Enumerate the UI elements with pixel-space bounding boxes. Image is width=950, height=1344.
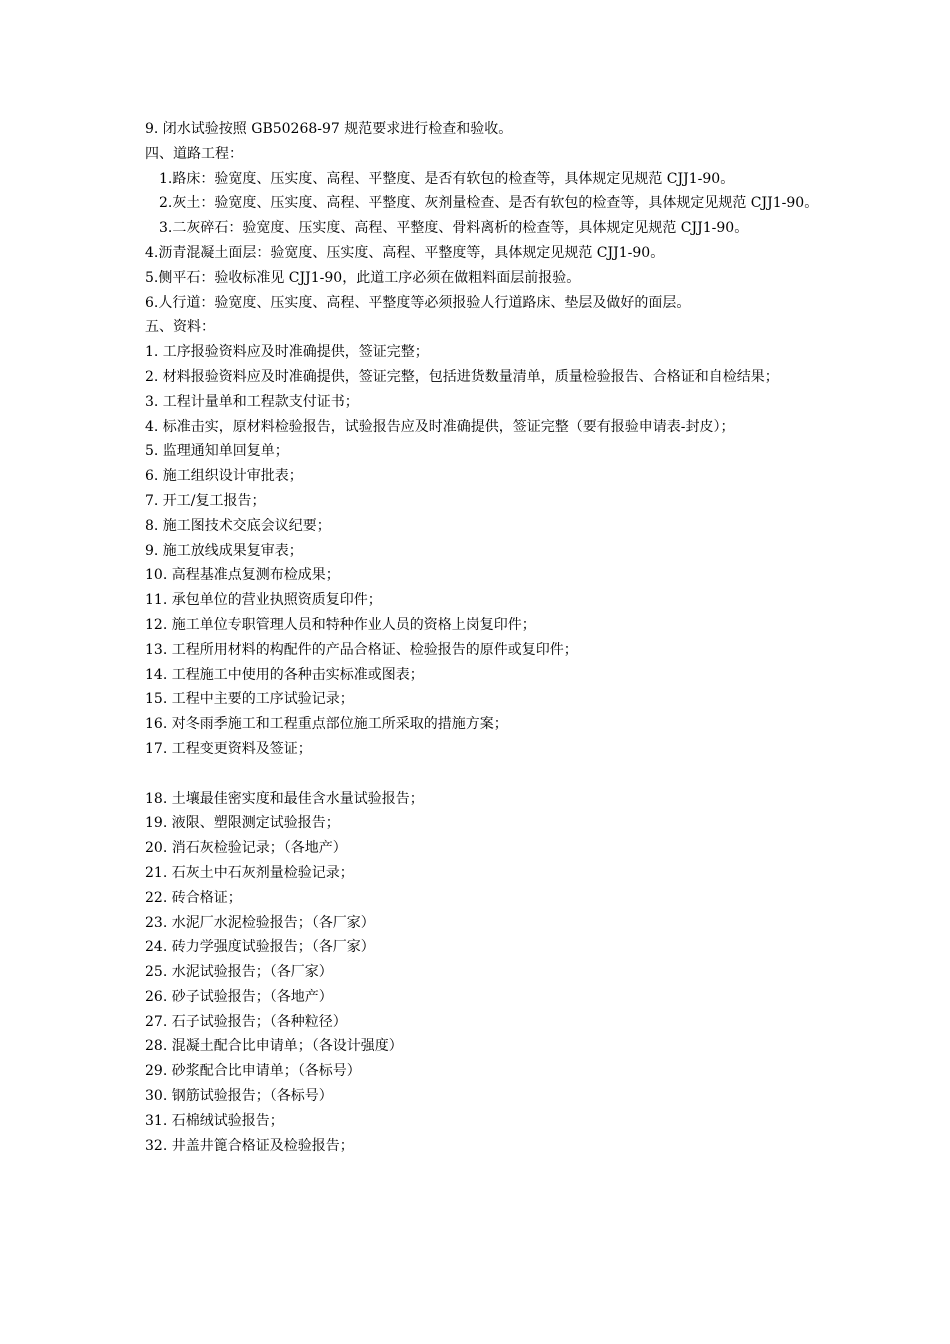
list-item: 28. 混凝土配合比申请单；（各设计强度） [145, 1038, 403, 1055]
list-item: 21. 石灰土中石灰剂量检验记录； [145, 864, 354, 881]
list-item: 10. 高程基准点复测布检成果； [145, 567, 340, 584]
list-item: 24. 砖力学强度试验报告；（各厂家） [145, 939, 375, 956]
list-item: 4. 标准击实，原材料检验报告，试验报告应及时准确提供，签证完整（要有报验申请表-封皮）； [145, 418, 735, 435]
list-item: 7. 开工/复工报告； [145, 492, 266, 509]
list-item: 32. 井盖井篦合格证及检验报告； [145, 1137, 354, 1154]
list-item: 13. 工程所用材料的构配件的产品合格证、检验报告的原件或复印件； [145, 641, 578, 658]
document-body [145, 117, 825, 1158]
list-item: 22. 砖合格证； [145, 889, 242, 906]
section-heading-materials: 五、资料： [145, 319, 215, 336]
list-item: 8. 施工图技术交底会议纪要； [145, 517, 331, 534]
list-item: 3. 工程计量单和工程款支付证书； [145, 393, 359, 410]
list-item: 11. 承包单位的营业执照资质复印件； [145, 592, 382, 609]
list-item: 19. 液限、塑限测定试验报告； [145, 815, 340, 832]
list-item: 15. 工程中主要的工序试验记录； [145, 691, 354, 708]
list-item: 26. 砂子试验报告；（各地产） [145, 988, 333, 1005]
list-item: 16. 对冬雨季施工和工程重点部位施工所采取的措施方案； [145, 716, 508, 733]
list-item: 1. 工序报验资料应及时准确提供，签证完整； [145, 344, 429, 361]
text-line: 2.灰土：验宽度、压实度、高程、平整度、灰剂量检查、是否有软包的检查等，具体规定见规范 CJJ1-90。 [159, 195, 819, 212]
text-line: 6.人行道：验宽度、压实度、高程、平整度等必须报验人行道路床、垫层及做好的面层。 [145, 294, 691, 311]
list-item: 25. 水泥试验报告；（各厂家） [145, 964, 333, 981]
text-line: 3.二灰碎石：验宽度、压实度、高程、平整度、骨料离析的检查等，具体规定见规范 CJJ1-90。 [159, 220, 749, 237]
list-item: 29. 砂浆配合比申请单；（各标号） [145, 1063, 361, 1080]
text-line: 4.沥青混凝土面层：验宽度、压实度、高程、平整度等，具体规定见规范 CJJ1-90。 [145, 244, 665, 261]
blank-line [145, 762, 825, 787]
list-item: 23. 水泥厂水泥检验报告；（各厂家） [145, 914, 375, 931]
list-item: 14. 工程施工中使用的各种击实标准或图表； [145, 666, 424, 683]
section-heading-road: 四、道路工程： [145, 145, 243, 162]
list-item: 27. 石子试验报告；（各种粒径） [145, 1013, 347, 1030]
list-item: 5. 监理通知单回复单； [145, 443, 289, 460]
list-item: 20. 消石灰检验记录；（各地产） [145, 840, 347, 857]
list-item: 17. 工程变更资料及签证； [145, 740, 312, 757]
list-item: 9. 施工放线成果复审表； [145, 542, 303, 559]
list-item: 18. 土壤最佳密实度和最佳含水量试验报告； [145, 790, 424, 807]
text-line: 9. 闭水试验按照 GB50268-97 规范要求进行检查和验收。 [145, 121, 513, 137]
text-line: 1.路床：验宽度、压实度、高程、平整度、是否有软包的检查等，具体规定见规范 CJJ1-90。 [159, 170, 735, 187]
list-item: 6. 施工组织设计审批表； [145, 468, 303, 485]
text-line: 5.侧平石：验收标准见 CJJ1-90，此道工序必须在做粗料面层前报验。 [145, 269, 581, 286]
list-item: 30. 钢筋试验报告；（各标号） [145, 1088, 333, 1105]
list-item: 31. 石棉绒试验报告； [145, 1112, 284, 1129]
list-item: 2. 材料报验资料应及时准确提供，签证完整，包括进货数量清单，质量检验报告、合格证和自检结果； [145, 368, 779, 385]
list-item: 12. 施工单位专职管理人员和特种作业人员的资格上岗复印件； [145, 616, 536, 633]
